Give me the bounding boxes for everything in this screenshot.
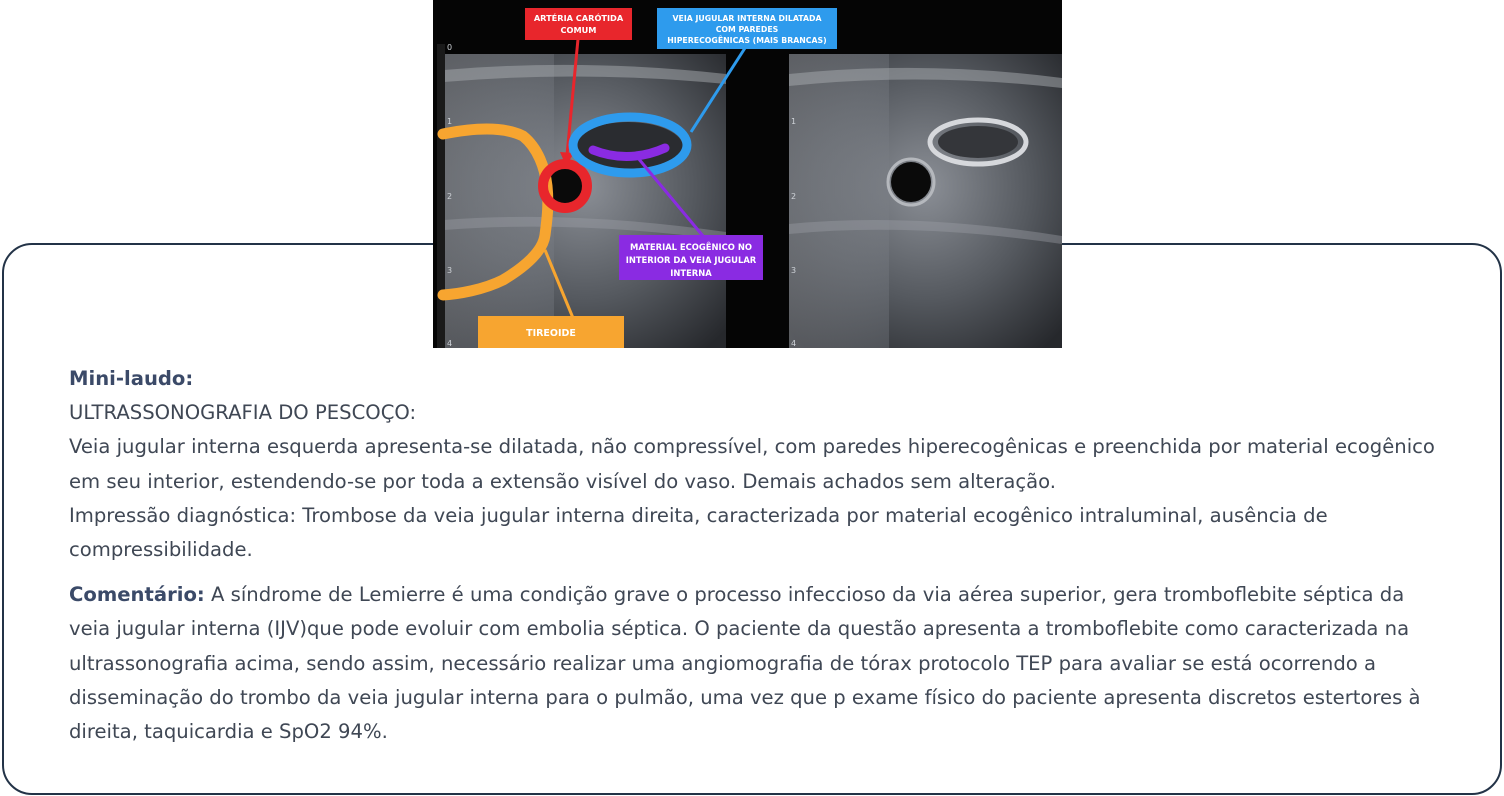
svg-text:3: 3 [791, 266, 797, 275]
label-jugular [657, 8, 837, 49]
svg-text:HIPERECOGÊNICAS (MAIS BRANCAS): HIPERECOGÊNICAS (MAIS BRANCAS) [667, 36, 827, 45]
svg-text:2: 2 [447, 192, 453, 201]
svg-text:COMUM: COMUM [560, 25, 597, 35]
label-thyroid [478, 316, 624, 348]
svg-text:4: 4 [791, 339, 797, 348]
impression-text: Impressão diagnóstica: Trombose da veia jugular interna direita, caracterizada por material ecogênico intraluminal, ausência de compressibilidade. [69, 503, 1328, 562]
svg-text:COM PAREDES: COM PAREDES [715, 25, 779, 34]
svg-text:ARTÉRIA CARÓTIDA: ARTÉRIA CARÓTIDA [533, 13, 624, 23]
svg-text:MATERIAL ECOGÊNICO NO: MATERIAL ECOGÊNICO NO [630, 242, 752, 252]
svg-text:1: 1 [447, 117, 453, 126]
comment-text: A síndrome de Lemierre é uma condição grave o processo infeccioso da via aérea superior, gera tromboflebite séptica da veia jugular interna (IJV)que pode evoluir com embolia séptica. O paciente da questão apresenta a tromboflebite como caracterizada na ultrassonografia acima, sendo assim, necessário realizar uma angiomografia de tórax protocolo TEP para avaliar se está ocorrendo a disseminação do trombo da veia jugular interna para o pulmão, uma vez que p exame físico do paciente apresenta discretos estertores à direita, taquicardia e SpO2 94%. [69, 583, 1421, 744]
label-carotid [525, 8, 632, 40]
mini-laudo-heading: Mini-laudo: [69, 367, 194, 390]
findings-text: Veia jugular interna esquerda apresenta-se dilatada, não compressível, com paredes hiperecogênicas e preenchida por material ecogênico em seu interior, estendendo-se por toda a extensão visível do vaso. Demais achados sem alteração. [69, 435, 1435, 493]
ultrasound-figure [433, 0, 1062, 348]
svg-text:INTERIOR DA VEIA JUGULAR: INTERIOR DA VEIA JUGULAR [625, 255, 757, 265]
svg-text:INTERNA: INTERNA [670, 268, 712, 278]
svg-text:3: 3 [447, 266, 453, 275]
comment-heading: Comentário: [69, 583, 205, 607]
svg-text:1: 1 [791, 117, 797, 126]
svg-text:2: 2 [791, 192, 797, 201]
ultrasound-right-panel [789, 54, 1062, 348]
report-content [69, 362, 1449, 749]
label-material [619, 235, 763, 280]
svg-text:VEIA JUGULAR INTERNA DILATADA: VEIA JUGULAR INTERNA DILATADA [672, 14, 822, 23]
svg-text:TIREOIDE: TIREOIDE [526, 328, 576, 339]
report-findings-block [69, 362, 1449, 567]
svg-text:4: 4 [447, 339, 453, 348]
exam-title: ULTRASSONOGRAFIA DO PESCOÇO: [69, 401, 417, 425]
comment-block [69, 578, 1449, 749]
svg-text:0: 0 [447, 43, 453, 52]
